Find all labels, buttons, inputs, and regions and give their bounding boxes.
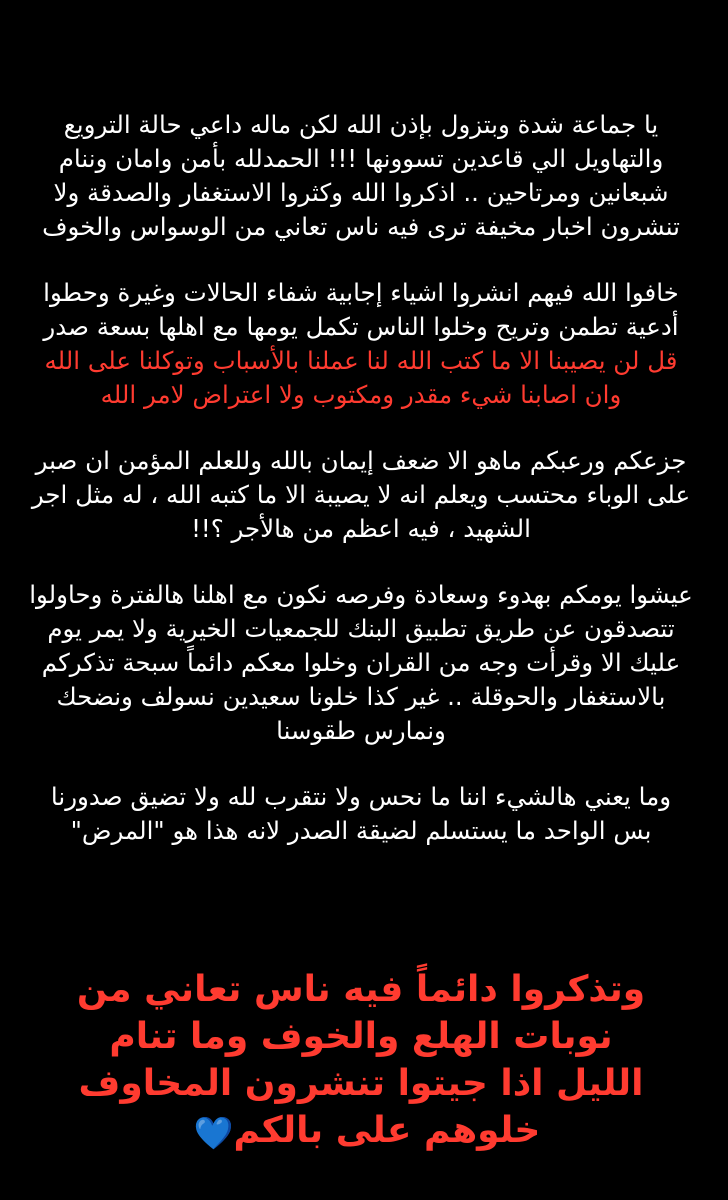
text-line: الشهيد ، فيه اعظم من هالأجر ؟!!: [191, 514, 531, 543]
highlight-line: وان اصابنا شيء مقدر ومكتوب ولا اعتراض لامر الله: [100, 380, 622, 409]
text-line: تتصدقون عن طريق تطبيق البنك للجمعيات الخيرية ولا يمر يوم: [47, 614, 675, 643]
closing-line-with-heart: [24, 1107, 698, 1157]
paragraph-4: [24, 578, 698, 748]
paragraph-5: [24, 780, 698, 848]
text-line: على الوباء محتسب ويعلم انه لا يصيبة الا ما كتبه الله ، له مثل اجر: [31, 480, 691, 509]
closing-line: وتذكروا دائماً فيه ناس تعاني من: [76, 969, 646, 1010]
text-line: وما يعني هالشيء اننا ما نحس ولا نتقرب لله ولا تضيق صدورنا: [50, 782, 672, 811]
text-line: ونمارس طقوسنا: [276, 716, 446, 745]
paragraph-2: [24, 276, 698, 412]
paragraph-3: [24, 444, 698, 546]
text-line: بالاستغفار والحوقلة .. غير كذا خلونا سعيدين نسولف ونضحك: [56, 682, 666, 711]
highlight-line: قل لن يصيبنا الا ما كتب الله لنا عملنا بالأسباب وتوكلنا على الله: [44, 346, 678, 375]
closing-message: [24, 966, 698, 1157]
text-line: تنشرون اخبار مخيفة ترى فيه ناس تعاني من الوسواس والخوف: [42, 212, 680, 241]
text-line: خافوا الله فيهم انشروا اشياء إجابية شفاء الحالات وغيرة وحطوا: [43, 278, 679, 307]
text-line: والتهاويل الي قاعدين تسوونها !!! الحمدلله بأمن وامان وننام: [58, 144, 664, 173]
closing-line: نوبات الهلع والخوف وما تنام: [109, 1016, 613, 1057]
text-line: بس الواحد ما يستسلم لضيقة الصدر لانه هذا هو "المرض": [70, 816, 652, 845]
paragraph-1: [24, 108, 698, 244]
text-line: جزعكم ورعبكم ماهو الا ضعف إيمان بالله وللعلم المؤمن ان صبر: [35, 446, 687, 475]
blue-heart-icon: 💙: [193, 1114, 234, 1152]
text-line: عليك الا وقرأت وجه من القران وخلوا معكم دائماً سبحة تذكركم: [41, 648, 681, 677]
closing-line: الليل اذا جيتوا تنشرون المخاوف: [78, 1063, 644, 1104]
text-line: يا جماعة شدة وبتزول بإذن الله لكن ماله داعي حالة الترويع: [63, 110, 659, 139]
text-line: شبعانين ومرتاحين .. اذكروا الله وكثروا الاستغفار والصدقة ولا: [53, 178, 669, 207]
text-line: أدعية تطمن وتريح وخلوا الناس تكمل يومها مع اهلها بسعة صدر: [43, 312, 679, 341]
text-line: عيشوا يومكم بهدوء وسعادة وفرصه نكون مع اهلنا هالفترة وحاولوا: [29, 580, 693, 609]
closing-line: خلوهم على بالكم: [233, 1110, 541, 1151]
